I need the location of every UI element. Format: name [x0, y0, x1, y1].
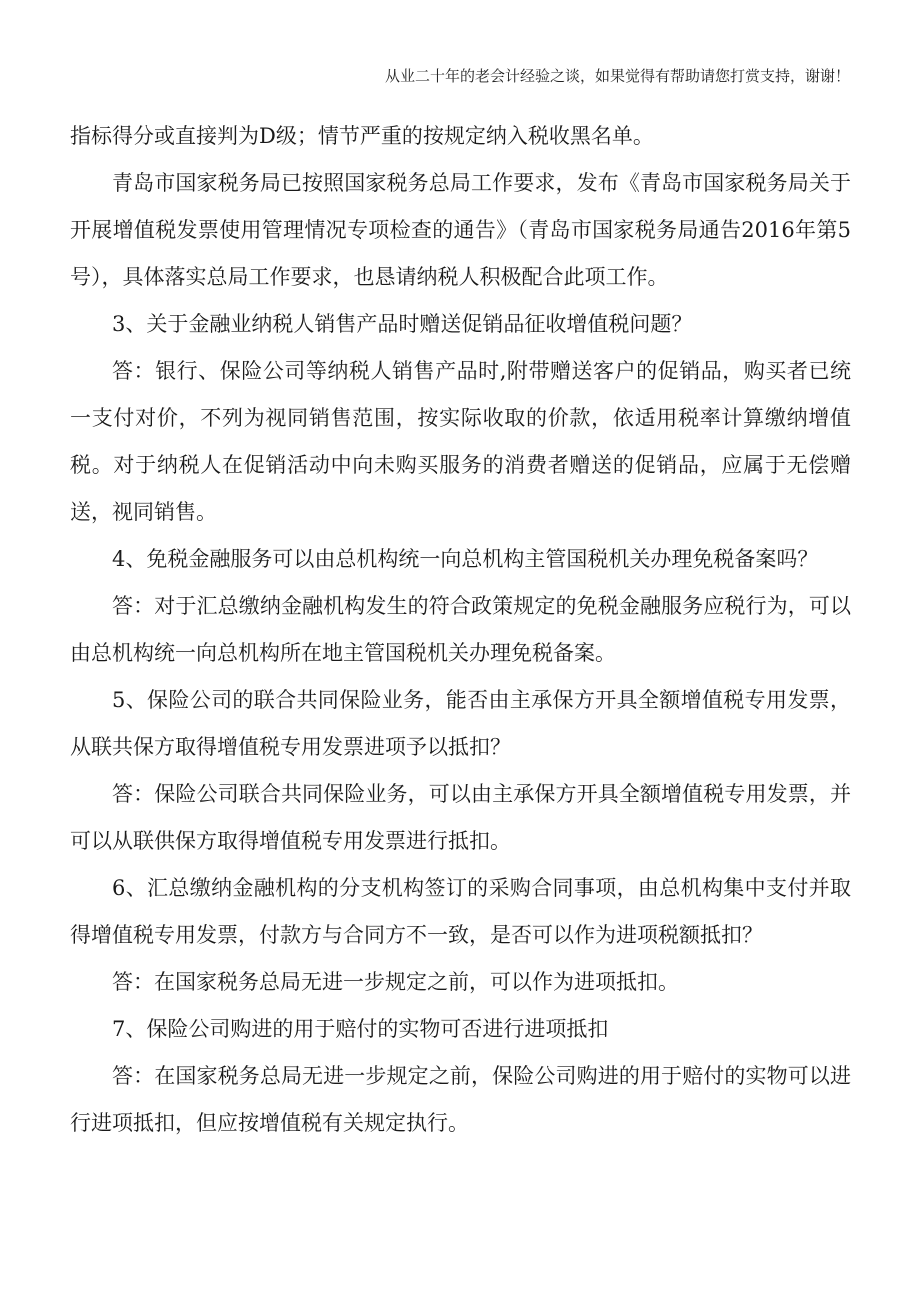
- answer-paragraph: 答：对于汇总缴纳金融机构发生的符合政策规定的免税金融服务应税行为，可以由总机构统一向总机构所在地主管国税机关办理免税备案。: [70, 594, 851, 665]
- paragraph: 青岛市国家税务局已按照国家税务总局工作要求，发布《青岛市国家税务局关于开展增值税发票使用管理情况专项检查的通告》（青岛市国家税务局通告2016年第5号），具体落实总局工作要求，也恳请纳税人积极配合此项工作。: [70, 171, 851, 289]
- question-heading: 7、保险公司购进的用于赔付的实物可否进行进项抵扣: [112, 1017, 609, 1041]
- question-heading: 3、关于金融业纳税人销售产品时赠送促销品征收增值税问题？: [112, 312, 693, 336]
- answer-paragraph: 答：在国家税务总局无进一步规定之前，可以作为进项抵扣。: [112, 970, 679, 994]
- document-body: [70, 113, 851, 1147]
- answer-paragraph: 答：银行、保险公司等纳税人销售产品时,附带赠送客户的促销品，购买者已统一支付对价，不列为视同销售范围，按实际收取的价款，依适用税率计算缴纳增值税。对于纳税人在促销活动中向未购买服务的消费者赠送的促销品，应属于无偿赠送，视同销售。: [70, 359, 851, 524]
- answer-paragraph: 答：在国家税务总局无进一步规定之前，保险公司购进的用于赔付的实物可以进行进项抵扣，但应按增值税有关规定执行。: [70, 1064, 851, 1135]
- question-heading: 5、保险公司的联合共同保险业务，能否由主承保方开具全额增值税专用发票，从联共保方取得增值税专用发票进项予以抵扣？: [70, 688, 851, 759]
- question-heading: 4、免税金融服务可以由总机构统一向总机构主管国税机关办理免税备案吗？: [112, 547, 819, 571]
- paragraph: 指标得分或直接判为D级；情节严重的按规定纳入税收黑名单。: [70, 124, 654, 148]
- answer-paragraph: 答：保险公司联合共同保险业务，可以由主承保方开具全额增值税专用发票，并可以从联供保方取得增值税专用发票进行抵扣。: [70, 782, 851, 853]
- header-note: 从业二十年的老会计经验之谈，如果觉得有帮助请您打赏支持，谢谢！: [384, 67, 850, 85]
- question-heading: 6、汇总缴纳金融机构的分支机构签订的采购合同事项，由总机构集中支付并取得增值税专用发票，付款方与合同方不一致，是否可以作为进项税额抵扣？: [70, 876, 851, 947]
